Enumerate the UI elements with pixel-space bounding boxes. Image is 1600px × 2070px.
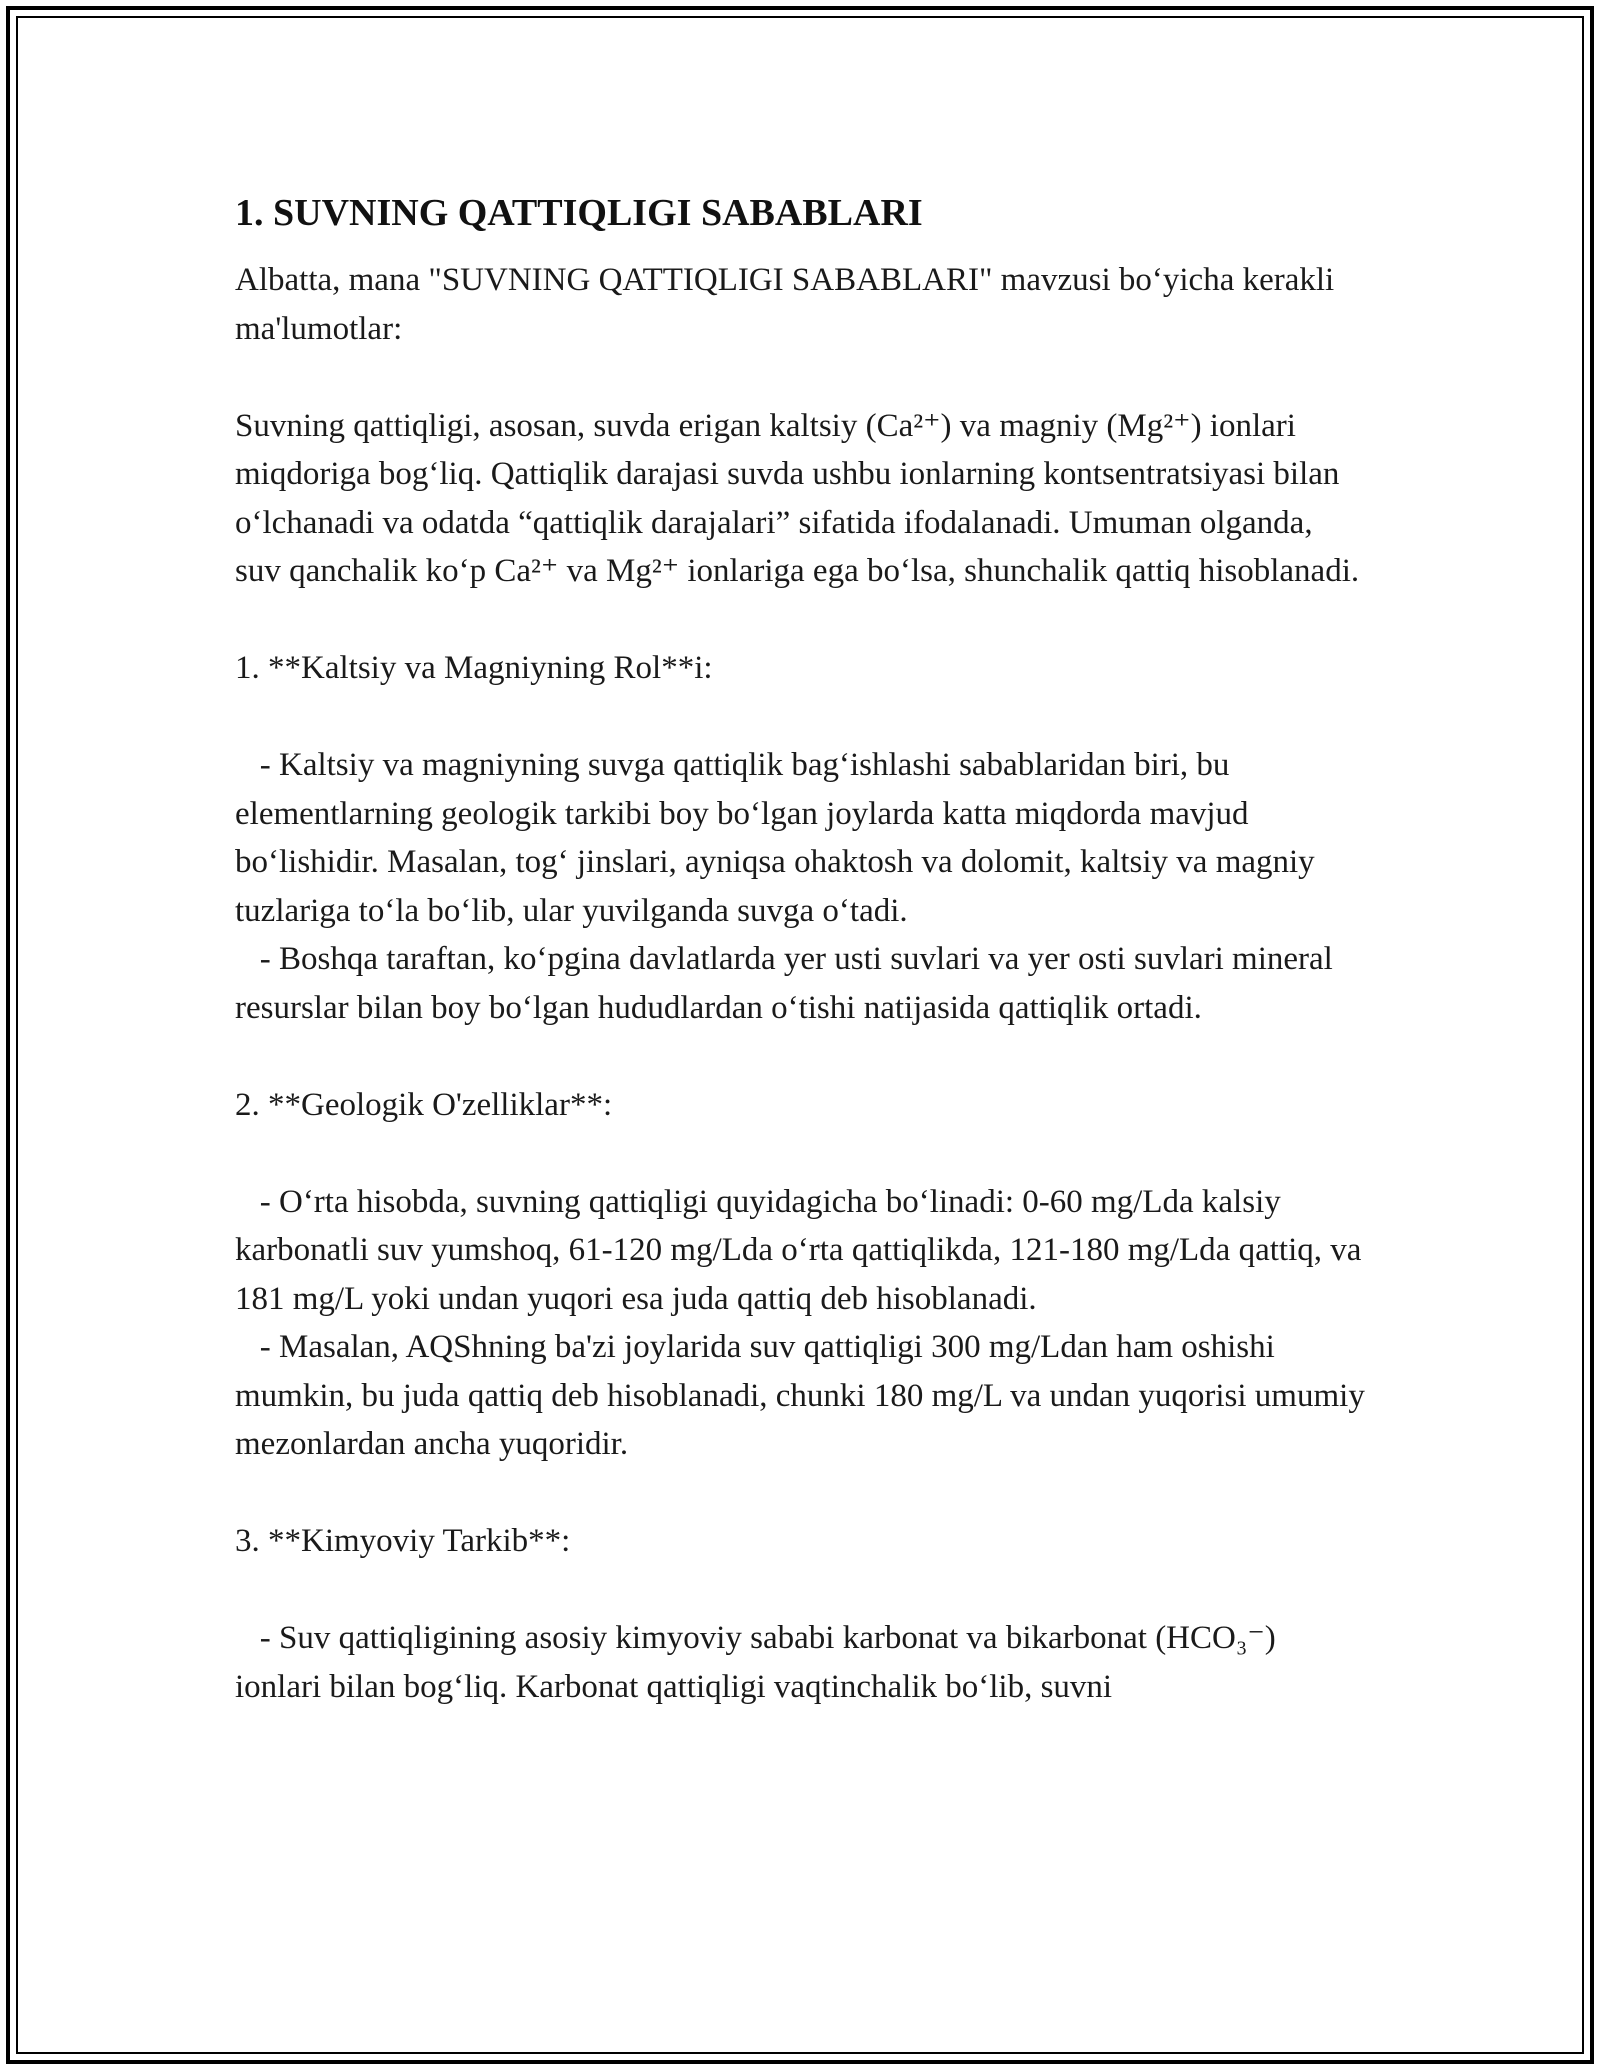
section-1-heading: 1. **Kaltsiy va Magniyning Rol**i: xyxy=(235,650,713,686)
section-2-heading: 2. **Geologik O'zelliklar**: xyxy=(235,1086,613,1123)
section-3-heading: 3. **Kimyoviy Tarkib**: xyxy=(235,1523,571,1559)
paragraph-gap xyxy=(235,1129,1365,1178)
section-1-point-1: - Kaltsiy va magniyning suvga qattiqlik bag‘ishlashi sabablaridan biri, bu elementlarning geologik tarkibi boy bo‘lgan joylarda katta miqdorda mavjud bo‘lishidir. Masalan, tog‘ jinslari, ayniqsa ohaktosh va dolomit, kaltsiy va magniy tuzlariga to‘la bo‘lib, ular yuvilganda suvga o‘tadi. xyxy=(235,747,1323,929)
paragraph-gap xyxy=(235,353,1365,402)
section-2-point-1: - O‘rta hisobda, suvning qattiqligi quyidagicha bo‘linadi: 0-60 mg/Lda kalsiy karbonatli suv yumshoq, 61-120 mg/Lda o‘rta qattiqlikda, 121-180 mg/Lda qattiq, va 181 mg/L yoki undan yuqori esa juda qattiq deb hisoblanadi. xyxy=(235,1183,1370,1317)
overview-paragraph: Suvning qattiqligi, asosan, suvda erigan kaltsiy (Ca²⁺) va magniy (Mg²⁺) ionlari miqdoriga bog‘liq. Qattiqlik darajasi suvda ushbu ionlarning kontsentratsiyasi bilan o‘lchanadi va odatda “qattiqlik darajalari” sifatida ifodalanadi. Umuman olganda, suv qanchalik ko‘p Ca²⁺ va Mg²⁺ ionlariga ega bo‘lsa, shunchalik qattiq hisoblanadi. xyxy=(235,407,1360,589)
document-body xyxy=(235,182,1374,1711)
intro-paragraph: Albatta, mana "SUVNING QATTIQLIGI SABABLARI" mavzusi bo‘yicha kerakli ma'lumotlar: xyxy=(235,262,1343,347)
paragraph-gap xyxy=(235,1469,1365,1518)
section-1-point-2: - Boshqa taraftan, ko‘pgina davlatlarda yer usti suvlari va yer osti suvlari mineral resurslar bilan boy bo‘lgan hududlardan o‘tishi natijasida qattiqlik ortadi. xyxy=(235,941,1342,1026)
paragraph-gap xyxy=(235,1032,1365,1081)
section-2-point-2: - Masalan, AQShning ba'zi joylarida suv qattiqligi 300 mg/Ldan ham oshishi mumkin, bu juda qattiq deb hisoblanadi, chunki 180 mg/L va undan yuqorisi umumiy mezonlardan ancha yuqoridir. xyxy=(235,1329,1374,1462)
document-title: 1. SUVNING QATTIQLIGI SABABLARI xyxy=(235,192,923,234)
paragraph-gap xyxy=(235,1566,1365,1615)
paragraph-gap xyxy=(235,596,1365,645)
section-3-point-1: - Suv qattiqligining asosiy kimyoviy sababi karbonat va bikarbonat (HCO₃⁻) ionlari bilan bog‘liq. Karbonat qattiqligi vaqtinchalik bo‘lib, suvni xyxy=(235,1620,1285,1705)
paragraph-gap xyxy=(235,693,1365,742)
